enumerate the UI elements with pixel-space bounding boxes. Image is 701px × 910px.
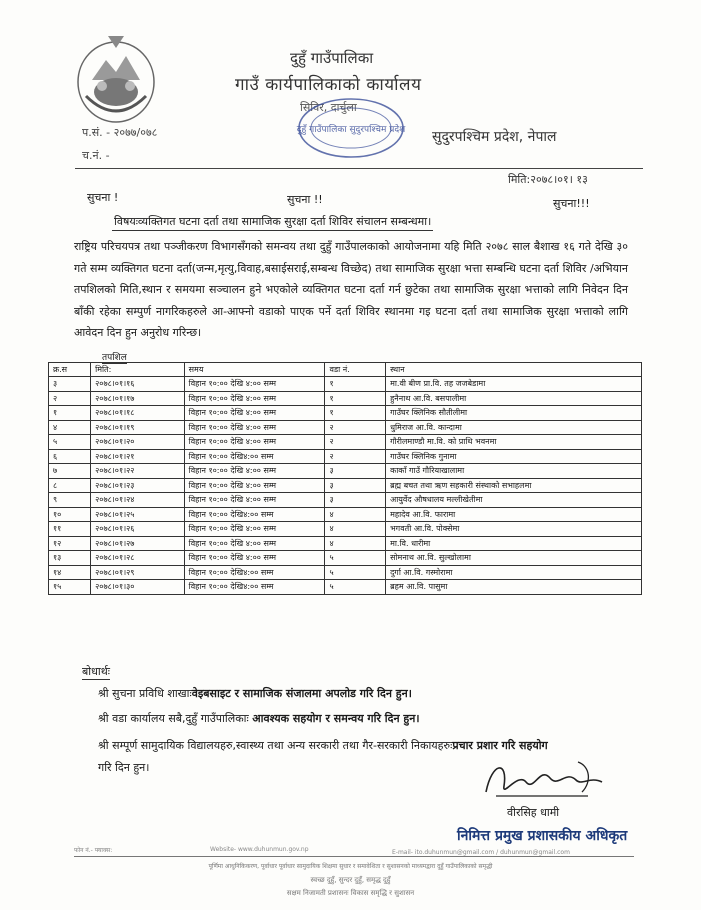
cell-sn: १२ [49,536,91,551]
signatory-name: वीरसिह धामी [507,806,560,819]
signatory-title: निमित्त प्रमुख प्रशासकीय अधिकृत [457,828,628,844]
nepal-emblem-icon [72,30,160,126]
province-name: सुदुरपश्चिम प्रदेश, नेपाल [432,129,557,145]
cc-label: बोधार्थः [82,665,110,678]
cell-time: विहान १०:०० देखि ४:०० सम्म [184,522,325,537]
subject-line: विषयःव्यक्तिगत घटना दर्ता तथा सामाजिक सुरक्षा दर्ता शिविर संचालन सम्बन्धमा। [112,214,433,231]
cell-time: विहान १०:०० देखि ४:०० सम्म [184,551,325,566]
cell-place: गाउँघर क्लिनिक सौतीलीमा [386,406,642,421]
notice-right: सुचना!!! [553,197,590,210]
dispatch-number: च.नं. - [82,149,110,162]
cell-time: विहान १०:०० देखि४:०० सम्म [184,565,325,580]
cell-ward: ४ [325,522,386,537]
cell-date: २०७८।०१।२२ [91,464,185,479]
table-header-row [49,363,642,377]
cc-item-continuation: गरि दिन हुन। [98,761,150,774]
cell-place: गाउँघर क्लिनिक गुनामा [386,449,642,464]
table-row [49,420,642,435]
cell-ward: ४ [325,507,386,522]
cell-date: २०७८।०१।२७ [91,536,185,551]
cell-sn: ७ [49,464,91,479]
cell-time: विहान १०:०० देखि ४:०० सम्म [184,536,325,551]
cell-place: ब्रह्म बचत तथा ऋण सहकारी संस्थाको सभाहलमा [386,478,642,493]
cell-date: २०७८।०१।२८ [91,551,185,566]
header-office: गाउँ कार्यपालिकाको कार्यालय [235,75,422,95]
table-row [49,565,642,580]
cell-sn: ८ [49,478,91,493]
cell-ward: ५ [325,580,386,595]
notice-left: सुचना ! [87,191,119,204]
table-row [49,536,642,551]
cell-ward: १ [325,377,386,392]
cell-date: २०७८।०१।१७ [91,391,185,406]
cell-sn: ३ [49,377,91,392]
cell-ward: १ [325,391,386,406]
schedule-table [48,362,642,595]
footer-motto: सक्षम निजामती प्रशासनः विकास समृद्धि र सुशासन [286,889,415,897]
cell-time: विहान १०:०० देखि ४:०० सम्म [184,464,325,479]
table-row [49,406,642,421]
header-divider [75,168,643,169]
col-ward: वडा नं. [325,363,386,377]
col-sn: क्र.स [49,363,91,377]
cc-item: श्री सुचना प्रविधि शाखाःवेइबसाइट र सामाजिक संजालमा अपलोड गरि दिन हुन। [98,687,412,700]
cell-sn: ६ [49,449,91,464]
cell-place: महादेव आ.वि. फारामा [386,507,642,522]
cell-ward: ५ [325,551,386,566]
office-stamp-icon [296,96,406,160]
footer-divider [74,856,634,857]
table-row [49,551,642,566]
table-row [49,478,642,493]
cell-place: धुमिराज आ.वि. कान्दामा [386,420,642,435]
cell-date: २०७८।०१।२१ [91,449,185,464]
cell-time: विहान १०:०० देखि ४:०० सम्म [184,406,325,421]
footer-email[interactable]: E-mail- ito.duhunmun@gmail.com / duhunmun@gmail.com [392,849,570,856]
col-date: मिति: [91,363,185,377]
cell-date: २०७८।०१।२० [91,435,185,450]
cc-item: श्री सम्पूर्ण सामुदायिक विद्यालयहरु,स्वास्थ्य तथा अन्य सरकारी तथा गैर-सरकारी निकायहरुःप्रचार प्रशार गरि सहयोग [98,739,548,752]
cell-time: विहान १०:०० देखि ४:०० सम्म [184,377,325,392]
cell-date: २०७८।०१।३० [91,580,185,595]
header-municipality: दुहुँ गाउँपालिका [290,49,374,67]
cell-sn: ११ [49,522,91,537]
cell-place: मा.वी बीण प्रा.वि. तह जजबेडामा [386,377,642,392]
table-row [49,435,642,450]
cell-ward: २ [325,435,386,450]
table-row [49,522,642,537]
table-row [49,391,642,406]
cell-place: आयुर्वेद औषधालय मल्लीखेतीमा [386,493,642,508]
cell-place: हुनैनाथ आ.वि. बसपालीमा [386,391,642,406]
cell-ward: ५ [325,565,386,580]
cell-date: २०७८।०१।२४ [91,493,185,508]
cell-time: विहान १०:०० देखि ४:०० सम्म [184,420,325,435]
cell-place: गौरीलमाण्डौ मा.वि. को प्राथि भवनमा [386,435,642,450]
cell-sn: २ [49,391,91,406]
col-place: स्थान [386,363,642,377]
cell-date: २०७८।०१।१९ [91,420,185,435]
cell-sn: १ [49,406,91,421]
cell-sn: ९ [49,493,91,508]
cell-time: विहान १०:०० देखि४:०० सम्म [184,449,325,464]
cell-place: ब्रहम आ.वि. पासुमा [386,580,642,595]
cell-place: मा.वि. धारीमा [386,536,642,551]
cell-date: २०७८।०१।२९ [91,565,185,580]
cell-place: काकाँ गाउँ गौरियाखालामा [386,464,642,479]
cell-ward: ३ [325,493,386,508]
cell-sn: १५ [49,580,91,595]
letter-date: मिति:२०७८।०१। १३ [508,173,588,186]
signature-icon [478,752,608,808]
cell-ward: २ [325,449,386,464]
header-location: सिविर, दार्चुला [300,101,357,114]
cell-time: विहान १०:०० देखि ४:०० सम्म [184,391,325,406]
cell-time: विहान १०:०० देखि ४:०० सम्म [184,493,325,508]
cell-date: २०७८।०१।२६ [91,522,185,537]
cc-item: श्री वडा कार्यालय सबै,दुहुँ गाउँपालिकाः आवश्यक सहयोग र समन्वय गरि दिन हुन। [98,712,420,725]
notice-center: सुचना !! [287,193,323,206]
cell-time: विहान १०:०० देखि ४:०० सम्म [184,435,325,450]
cell-place: दुर्गा आ.वि. गस्मोरामा [386,565,642,580]
body-paragraph: राष्ट्रिय परिचयपत्र तथा पञ्जीकरण विभागसँगको समन्वय तथा दुहुँ गाउँपालकाको आयोजनामा यहि मिति २०७८ साल बैशाख १६ गते देखि ३० गते सम्म व्यक्तिगत घटना दर्ता(जन्म,मृत्यु,विवाह,बसाईसराई,सम्बन्ध विच्छेद) तथा सामाजिक सुरक्षा भत्ता सम्बन्धि घटना दर्ता शिविर /अभियान तपशिलको मिति,स्थान र समयमा सञ्चालन हुने भएकोले व्यक्तिगत घटना दर्ता गर्न छुटेका तथा सामाजिक सुरक्षा भत्ताको लागि निवेदन दिन बाँकी रहेका सम्पुर्ण नागरिकहरुले आ-आफ्नो वडाको पाएक पर्ने दर्ता शिविर स्थानमा गइ घटना दर्ता तथा सामाजिक सुरक्षा भत्ताको लागि आवेदन दिन हुन अनुरोध गरिन्छ। [74,240,628,339]
schedule-label: तपशिल [102,350,127,364]
footer-slogan: स्वच्छ दुहुँ, सुन्दर दुहुँ, समृद्ध दुहुँ [310,876,391,884]
table-row [49,464,642,479]
cell-ward: ३ [325,464,386,479]
cell-sn: १४ [49,565,91,580]
cell-place: सोमनाथ आ.वि. सुल्खोलामा [386,551,642,566]
footer-vision: पूर्णिमा आधुनिकिकरण, पूर्वाधार पूर्वाधार सामुदायिक शिक्षमा सुधार र समावेशिता र सुशासनको माध्यमद्वारा दुहुँ गाउँपालिकाको समृद्धी [208,863,493,870]
cell-date: २०७८।०१।१६ [91,377,185,392]
reference-number: प.सं. - २०७७/०७८ [82,126,158,139]
cell-date: २०७८।०१।२३ [91,478,185,493]
cell-sn: १० [49,507,91,522]
cell-sn: १३ [49,551,91,566]
cell-date: २०७८।०१।२५ [91,507,185,522]
col-time: समय [184,363,325,377]
table-row [49,449,642,464]
cell-sn: ४ [49,420,91,435]
table-row [49,377,642,392]
footer-phone: फोन नं.- फ्याक्स: [74,847,113,854]
footer-website[interactable]: Website- www.duhunmun.gov.np [210,846,309,853]
cell-ward: ४ [325,536,386,551]
table-row [49,580,642,595]
cell-date: २०७८।०१।१८ [91,406,185,421]
cell-ward: ३ [325,478,386,493]
cell-place: भगवती आ.वि. पोक्सेमा [386,522,642,537]
table-row [49,507,642,522]
cell-ward: १ [325,406,386,421]
table-row [49,493,642,508]
cell-time: विहान १०:०० देखि४:०० सम्म [184,507,325,522]
cell-time: विहान १०:०० देखि४:०० सम्म [184,580,325,595]
cell-sn: ५ [49,435,91,450]
cell-ward: २ [325,420,386,435]
stamp-text: दुहुँ गाउँपालिका सुदुरपश्चिम प्रदेश [296,125,406,135]
cell-time: विहान १०:०० देखि ४:०० सम्म [184,478,325,493]
